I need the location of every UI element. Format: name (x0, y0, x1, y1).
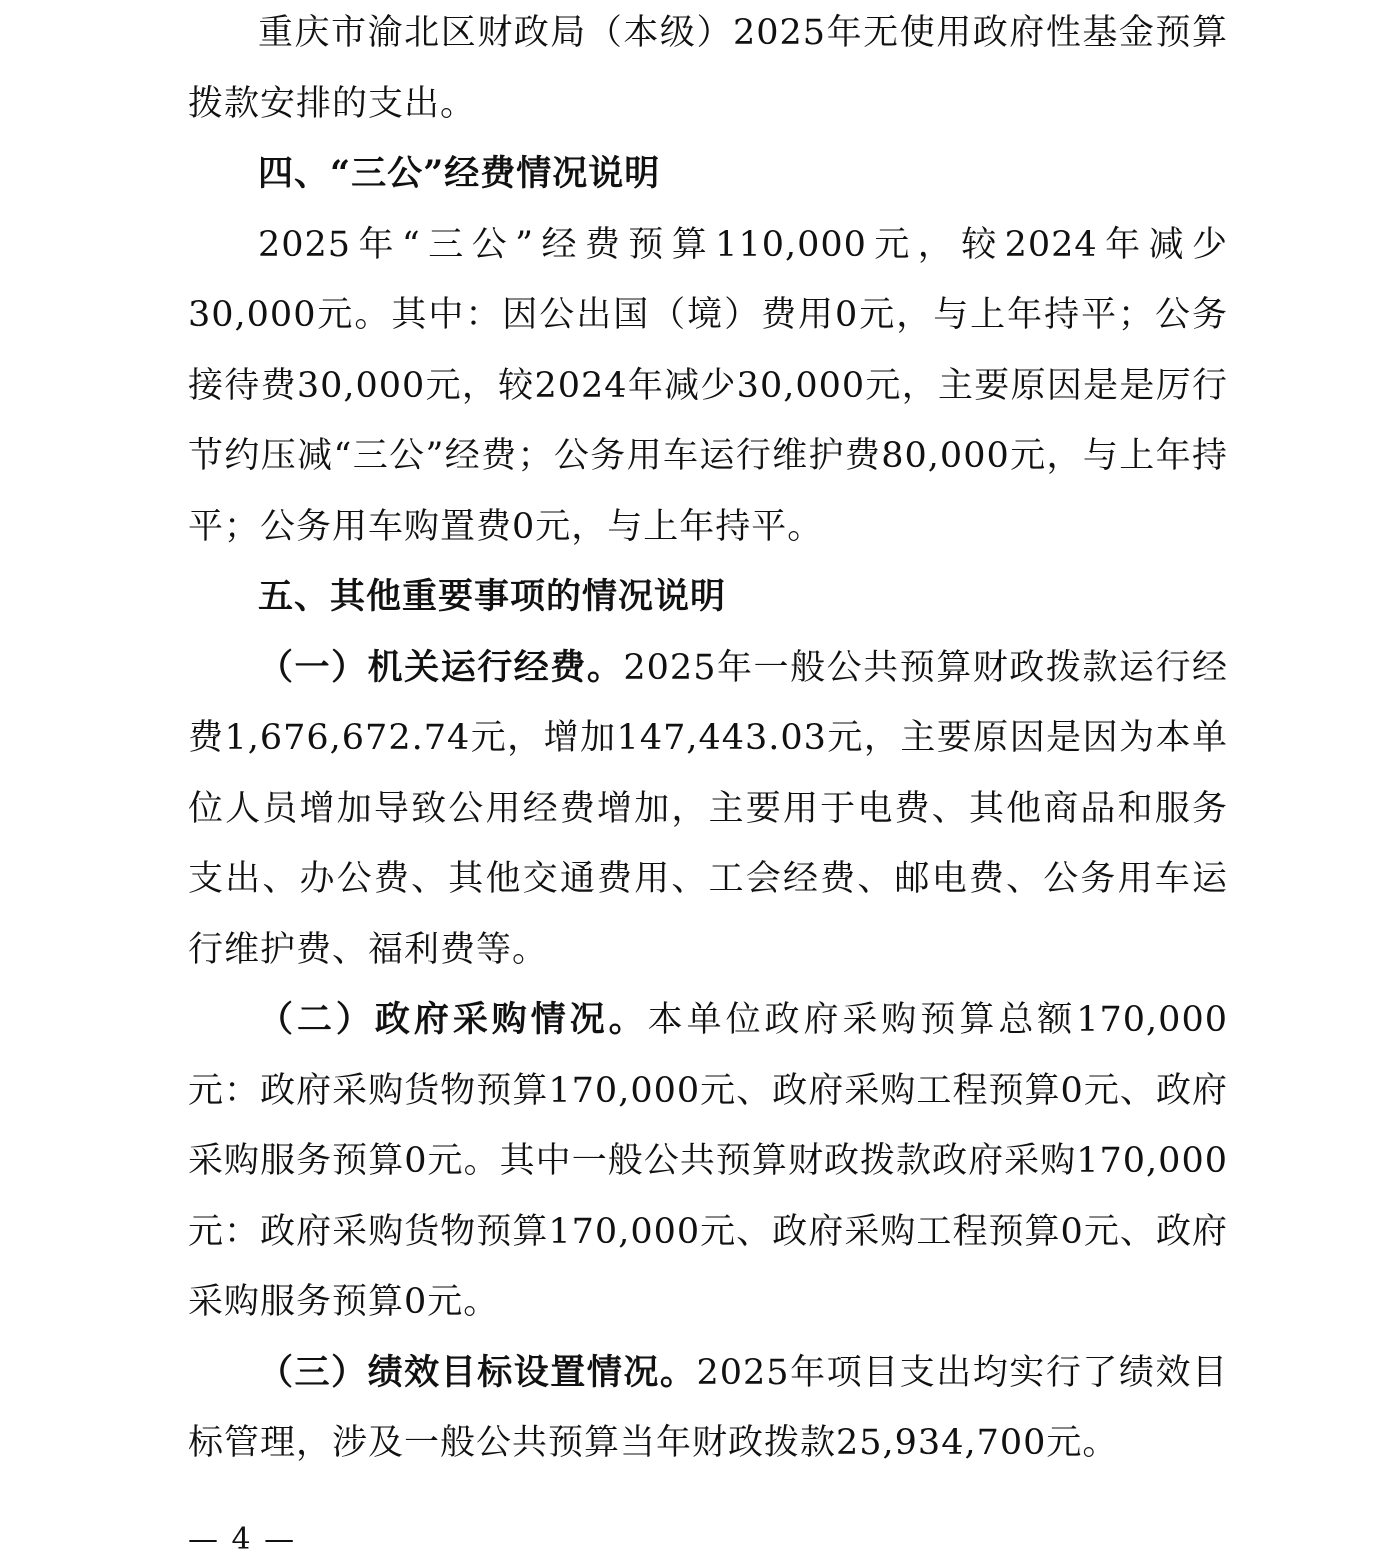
item-performance-targets-text: 2025年项目支出均实行了绩效目标管理，涉及一般公共预算当年财政拨款25,934,700元。 (188, 1352, 1228, 1463)
item-government-procurement-lead: （二）政府采购情况。 (258, 999, 648, 1040)
section-four-paragraph: 2025年“三公”经费预算110,000元，较2024年减少30,000元。其中：因公出国（境）费用0元，与上年持平；公务接待费30,000元，较2024年减少30,000元，主要原因是是厉行节约压减“三公”经费；公务用车运行维护费80,000元，与上年持平；公务用车购置费0元，与上年持平。 (188, 224, 1228, 547)
item-performance-targets-lead: （三）绩效目标设置情况。 (258, 1351, 697, 1393)
section-five-heading: 五、其他重要事项的情况说明 (258, 576, 727, 617)
item-operating-expenses-text: 2025年一般公共预算财政拨款运行经费1,676,672.74元，增加147,443.03元，主要原因是因为本单位人员增加导致公用经费增加，主要用于电费、其他商品和服务支出、办公费、其他交通费用、工会经费、邮电费、公务用车运行维护费、福利费等。 (188, 647, 1228, 970)
intro-paragraph: 重庆市渝北区财政局（本级）2025年无使用政府性基金预算拨款安排的支出。 (188, 13, 1228, 124)
document-page (188, 0, 1228, 1479)
item-operating-expenses (188, 633, 1228, 986)
item-government-procurement-text: 本单位政府采购预算总额170,000元：政府采购货物预算170,000元、政府采购工程预算0元、政府采购服务预算0元。其中一般公共预算财政拨款政府采购170,000元：政府采购货物预算170,000元、政府采购工程预算0元、政府采购服务预算0元。 (188, 1000, 1228, 1322)
page-number: — 4 — (188, 1522, 297, 1557)
item-operating-expenses-lead: （一）机关运行经费。 (258, 646, 624, 688)
section-four-heading: 四、“三公”经费情况说明 (258, 153, 661, 194)
item-performance-targets (188, 1338, 1228, 1479)
item-government-procurement (188, 985, 1228, 1338)
